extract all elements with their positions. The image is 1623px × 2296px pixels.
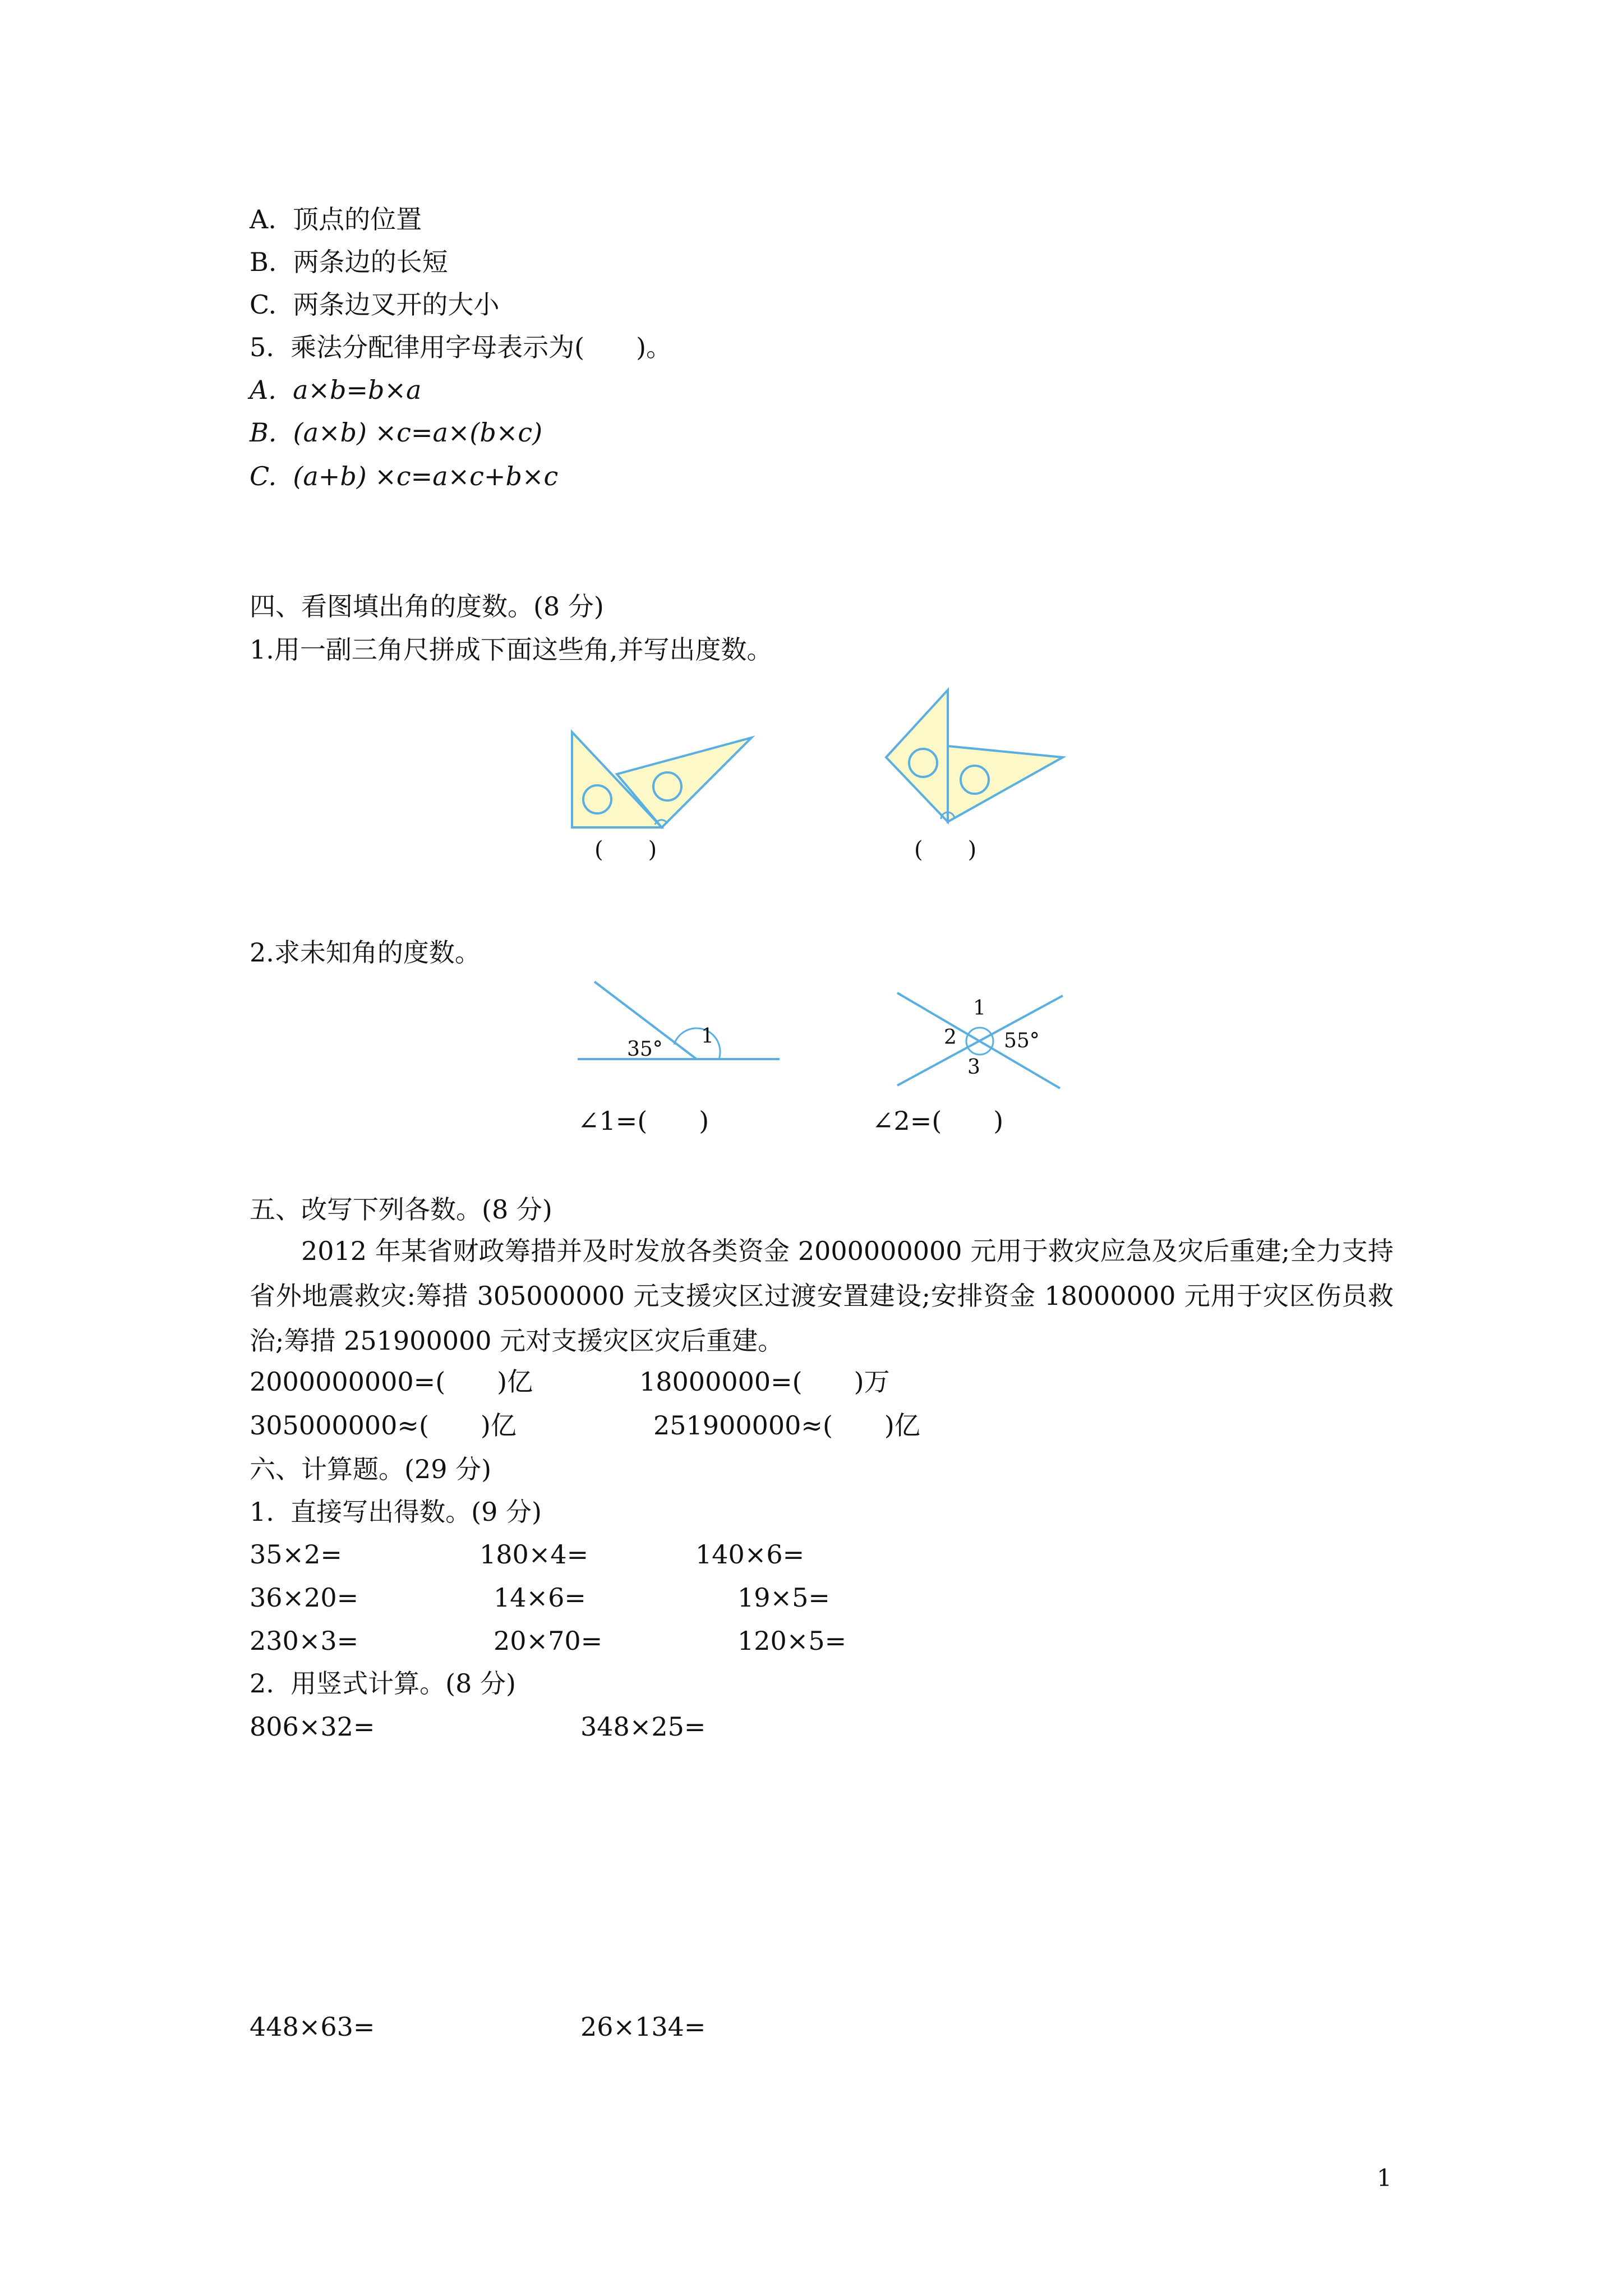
int-label-3: 3	[967, 1056, 980, 1079]
int-label-2: 2	[944, 1026, 957, 1049]
section6-q2: 2. 用竖式计算。(8 分)	[250, 1668, 516, 1699]
page-number: 1	[1377, 2164, 1392, 2192]
vertical-calc-1: 806×32=	[250, 1711, 375, 1742]
q5-option-c: C. (a+b) ×c=a×c+b×c	[250, 461, 559, 491]
triangle-right-a	[886, 690, 948, 822]
answer-angle1: ∠1=( )	[578, 1106, 709, 1136]
section4-q1: 1.用一副三角尺拼成下面这些角,并写出度数。	[250, 634, 773, 665]
set-square-figure-right	[880, 684, 1071, 830]
rewrite-2b: 251900000≈( )亿	[653, 1410, 920, 1441]
section4-q2: 2.求未知角的度数。	[250, 937, 481, 968]
blank-left: ( )	[594, 837, 657, 863]
int-label-1: 1	[973, 997, 986, 1020]
vertical-calc-4: 26×134=	[580, 2012, 706, 2042]
section4-title: 四、看图填出角的度数。(8 分)	[250, 591, 604, 622]
calc-r3c3: 120×5=	[737, 1626, 847, 1656]
blank-right: ( )	[914, 837, 977, 863]
q4-option-c: C. 两条边叉开的大小	[250, 289, 500, 320]
triangle-right-b	[948, 746, 1063, 822]
q5-stem: 5. 乘法分配律用字母表示为( )。	[250, 332, 672, 362]
answer-angle2: ∠2=( )	[872, 1106, 1004, 1136]
set-square-figure-left	[561, 724, 763, 836]
vertical-calc-3: 448×63=	[250, 2012, 375, 2042]
calc-r2c1: 36×20=	[250, 1582, 359, 1613]
int-label-55: 55°	[1004, 1029, 1040, 1052]
section6-title: 六、计算题。(29 分)	[250, 1454, 492, 1484]
section5-title: 五、改写下列各数。(8 分)	[250, 1194, 552, 1225]
rewrite-1a: 2000000000=( )亿	[250, 1366, 533, 1397]
calc-r3c1: 230×3=	[250, 1626, 359, 1656]
q4-option-b: B. 两条边的长短	[250, 247, 448, 277]
angle-figure-35	[572, 976, 785, 1066]
angle-1-label: 1	[701, 1025, 714, 1048]
rewrite-2a: 305000000≈( )亿	[250, 1410, 517, 1441]
section5-paragraph: 2012 年某省财政筹措并及时发放各类资金 2000000000 元用于救灾应急及灾后重建;全力支持省外地震救灾:筹措 305000000 元支援灾区过渡安置建设;安排资金 18000000 元用于灾区伤员救治;筹措 251900000 元对支援灾区灾后重建。	[250, 1236, 1394, 1356]
calc-r1c3: 140×6=	[695, 1539, 805, 1570]
calc-r2c2: 14×6=	[494, 1582, 586, 1613]
q5-option-a: A. a×b=b×a	[250, 375, 422, 405]
section6-q1: 1. 直接写出得数。(9 分)	[250, 1497, 542, 1527]
calc-r1c2: 180×4=	[479, 1539, 589, 1570]
q5-option-b: B. (a×b) ×c=a×(b×c)	[250, 417, 543, 448]
calc-r1c1: 35×2=	[250, 1539, 342, 1570]
rewrite-1b: 18000000=( )万	[639, 1366, 890, 1397]
calc-r2c3: 19×5=	[737, 1582, 830, 1613]
vertical-calc-2: 348×25=	[580, 1711, 706, 1742]
angle-35-label: 35°	[627, 1038, 663, 1061]
q4-option-a: A. 顶点的位置	[250, 204, 422, 234]
calc-r3c2: 20×70=	[494, 1626, 603, 1656]
